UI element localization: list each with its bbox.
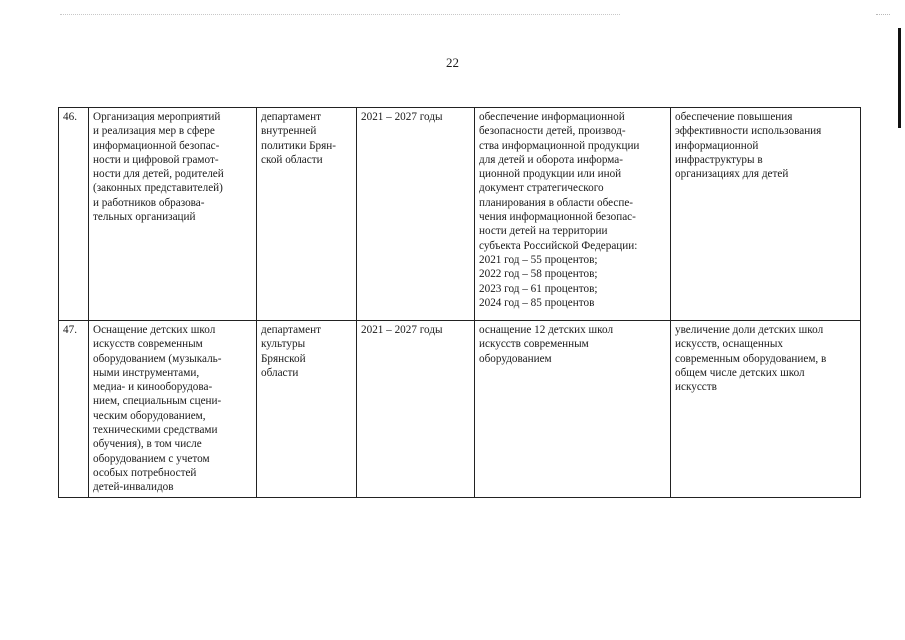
row-number: 46. [59,108,89,321]
executor-cell: департамент культуры Брянской области [257,321,357,498]
result-cell: обеспечение повышения эффективности использования информационной инфраструктуры в организациях для детей [671,108,861,321]
indicator-cell: обеспечение информационной безопасности детей, производ- ства информационной продукции для детей и оборота информа- ционной продукции или иной документ стратегического планирования в области обеспе- чения информационной безопас- ности детей на территории субъекта Российской Федерации: 2021 год – 55 процентов; 2022 год – 58 процентов; 2023 год – 61 процентов; 2024 год – 85 процентов [475,108,671,321]
executor-cell: департамент внутренней политики Брян- ской области [257,108,357,321]
scan-artifact-bar [898,28,901,128]
event-cell: Организация мероприятий и реализация мер в сфере информационной безопас- ности и цифровой грамот- ности для детей, родителей (законных представителей) и работников образова- тельных организаций [89,108,257,321]
period-cell: 2021 – 2027 годы [357,108,475,321]
indicator-cell: оснащение 12 детских школ искусств современным оборудованием [475,321,671,498]
measures-table [58,107,861,498]
scan-artifact-dots [60,14,620,16]
table-row [59,108,861,321]
event-cell: Оснащение детских школ искусств современным оборудованием (музыкаль- ными инструментами, медиа- и кинооборудова- нием, специальным сцени- ческим оборудованием, техническими средствами обучения), в том числе оборудованием с учетом особых потребностей детей-инвалидов [89,321,257,498]
row-number: 47. [59,321,89,498]
scan-artifact-mark [876,14,890,16]
result-cell: увеличение доли детских школ искусств, оснащенных современным оборудованием, в общем числе детских школ искусств [671,321,861,498]
period-cell: 2021 – 2027 годы [357,321,475,498]
page-number: 22 [446,55,459,70]
table-row [59,321,861,498]
